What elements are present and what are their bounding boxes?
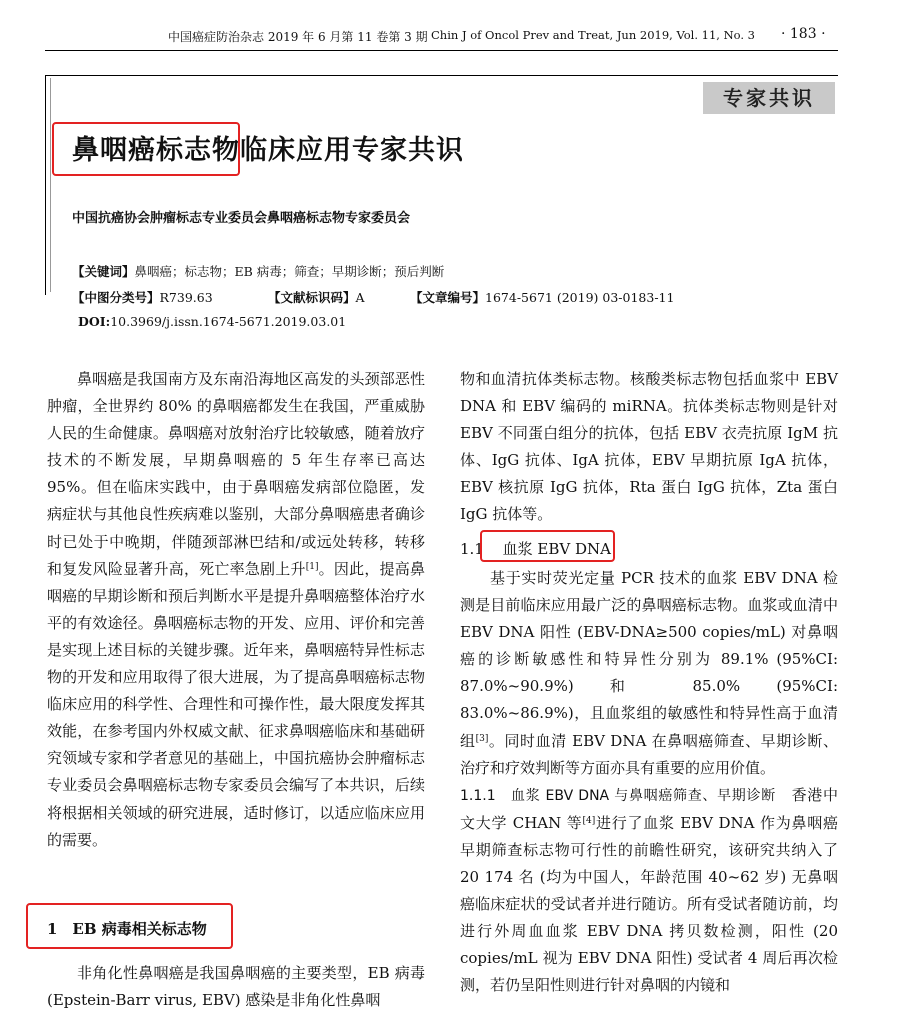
frame-left-rule-inner	[50, 78, 51, 292]
intro-text-b: 。因此，提高鼻咽癌的早期诊断和预后判断水平是提升鼻咽癌整体治疗水平的有效途径。鼻咽癌标志物的开发、应用、评价和完善是实现上述目标的关键步骤。近年来，鼻咽癌特异性标志物的开发和应用取得了很大进展，为了提高鼻咽癌标志物临床应用的科学性、合理性和可操作性，最大限度发挥其效能，在参考国内外权威文献、征求鼻咽癌临床和基础研究领域专家和学者意见的基础上，中国抗癌协会肿瘤标志专业委员会鼻咽癌标志物专家委员会编写了本共识，后续将根据相关领域的研究进展，适时修订，以适应临床应用的需要。	[47, 559, 425, 849]
screening-heading: 1.1.1 血浆 EBV DNA 与鼻咽癌筛查、早期诊断	[460, 787, 776, 804]
intro-ref: [1]	[305, 561, 319, 572]
section1-highlight-box	[26, 903, 233, 949]
ebv-dna-paragraph	[460, 565, 838, 782]
article-number-value: 1674-5671 (2019) 03-0183-11	[485, 290, 675, 305]
subsection-number: 1.1	[460, 540, 484, 558]
doccode-value: A	[355, 290, 365, 305]
doccode-line	[268, 288, 365, 306]
ebv-dna-text-b: 。同时血清 EBV DNA 在鼻咽癌筛查、早期诊断、治疗和疗效判断等方面亦具有重要的应用价值。	[460, 731, 838, 777]
screening-text-b: 进行了血浆 EBV DNA 作为鼻咽癌早期筛查标志物可行性的前瞻性研究，该研究共纳入了 20 174 名 (均为中国人，年龄范围 40~62 岁) 无鼻咽癌临床症状的受试者并进行随访。所有受试者随访前，均进行外周血血浆 EBV DNA 拷贝数检测，阳性 (20 copies/mL 视为 EBV DNA 阳性) 受试者 4 周后再次检测，若仍呈阳性则进行针对鼻咽的内镜和	[460, 813, 838, 995]
screening-ref: [4]	[582, 815, 596, 826]
keywords: 鼻咽癌；标志物；EB 病毒；筛查；早期诊断；预后判断	[134, 264, 445, 279]
ebv-dna-ref: [3]	[475, 733, 489, 744]
authors: 中国抗癌协会肿瘤标志专业委员会鼻咽癌标志物专家委员会	[72, 211, 411, 226]
page-number: · 183 ·	[781, 26, 826, 42]
section1-paragraph	[47, 960, 425, 1014]
header-rule	[45, 50, 838, 51]
intro-paragraph	[47, 366, 425, 854]
doi-line	[78, 314, 346, 329]
frame-left-rule	[45, 75, 46, 295]
section-label: 专家共识	[703, 82, 835, 114]
title-highlight-box	[52, 122, 240, 176]
doi-label: DOI:	[78, 314, 111, 329]
clc-value: R739.63	[159, 290, 213, 305]
article-number-line	[410, 288, 674, 306]
article-number-label: 【文章编号】	[410, 290, 486, 305]
keywords-line	[72, 262, 444, 280]
intro-text-a: 鼻咽癌是我国南方及东南沿海地区高发的头颈部恶性肿瘤，全世界约 80% 的鼻咽癌都发生在我国，严重威胁人民的生命健康。鼻咽癌对放射治疗比较敏感，随着放疗技术的不断发展，早期鼻咽癌的 5 年生存率已高达 95%。但在临床实践中，由于鼻咽癌发病部位隐匿，发病症状与其他良性疾病难以鉴别，大部分鼻咽癌患者确诊时已处于中晚期，伴随颈部淋巴结和/或远处转移，转移和复发风险显著升高，死亡率急剧上升	[47, 370, 425, 578]
antibody-paragraph: 物和血清抗体类标志物。核酸类标志物包括血浆中 EBV DNA 和 EBV 编码的 miRNA。抗体类标志物则是针对 EBV 不同蛋白组分的抗体，包括 EBV 衣壳抗原 IgM 抗体、IgG 抗体、IgA 抗体，EBV 早期抗原 IgA 抗体，EBV 核抗原 IgG 抗体，Rta 蛋白 IgG 抗体，Zta 蛋白 IgG 抗体等。	[460, 370, 838, 524]
screening-paragraph	[460, 782, 838, 1000]
doccode-label: 【文献标识码】	[268, 290, 356, 305]
running-head-journal-cn: 中国癌症防治杂志 2019 年 6 月第 11 卷第 3 期	[168, 30, 428, 44]
doi-value: 10.3969/j.issn.1674-5671.2019.03.01	[110, 314, 347, 329]
title-rest: 临床应用专家共识	[240, 135, 464, 166]
frame-top-rule	[45, 75, 838, 76]
subsection-title: 血浆 EBV DNA	[502, 540, 611, 558]
section1-heading: 1 EB 病毒相关标志物	[47, 920, 207, 938]
running-head-journal-en: Chin J of Oncol Prev and Treat, Jun 2019, Vol. 11, No. 3	[431, 28, 755, 42]
left-column	[47, 366, 425, 854]
section1-text: 非角化性鼻咽癌是我国鼻咽癌的主要类型，EB 病毒 (Epstein-Barr virus, EBV) 感染是非角化性鼻咽	[47, 964, 425, 1010]
clc-line	[72, 288, 213, 306]
screening-text-a: 香港中文大学 CHAN 等	[460, 785, 838, 832]
right-column-para2	[460, 565, 838, 1000]
right-column-para1	[460, 366, 838, 529]
subsection-highlight-box	[480, 530, 615, 562]
clc-label: 【中图分类号】	[72, 290, 160, 305]
title-highlight: 鼻咽癌标志物	[72, 135, 240, 166]
ebv-dna-text-a: 基于实时荧光定量 PCR 技术的血浆 EBV DNA 检测是目前临床应用最广泛的鼻咽癌标志物。血浆或血清中 EBV DNA 阳性 (EBV-DNA≥500 copies/mL) 对鼻咽癌的诊断敏感性和特异性分别为 89.1% (95%CI: 87.0%~90.9%) 和 85.0% (95%CI: 83.0%~86.9%)，且血浆组的敏感性和特异性高于血清组	[460, 569, 838, 750]
keywords-label: 【关键词】	[72, 264, 135, 279]
